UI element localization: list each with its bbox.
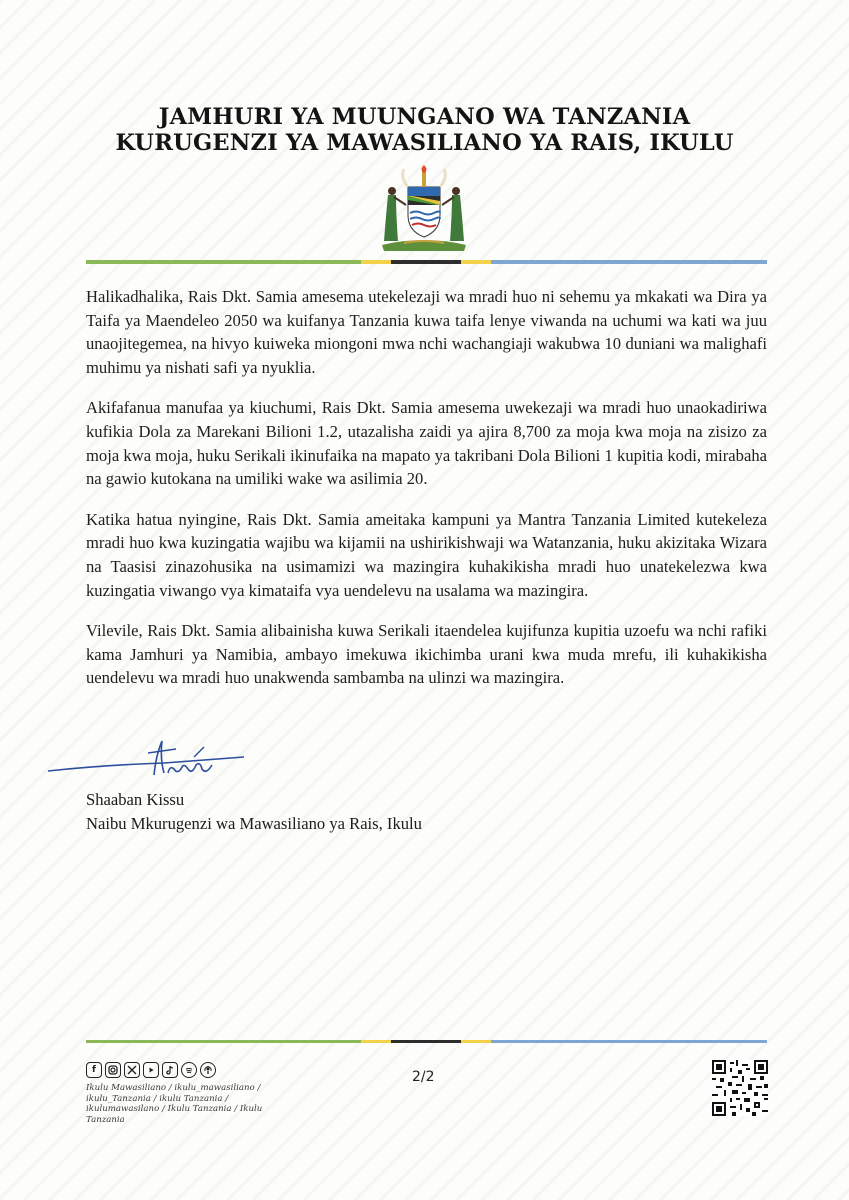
- body-paragraph: Katika hatua nyingine, Rais Dkt. Samia ameitaka kampuni ya Mantra Tanzania Limited kutekeleza mradi huo kwa kuzingatia wajibu wa kijamii na ushirikishwaji wa Watanzania, huku akizitaka Wizara na Taasisi zinazohusika na usimamizi wa mazingira kuhakikisha mradi huo unatekelezwa kwa kuzingatia viwango vya kimataifa vya uendelevu na usalama wa mazingira.: [86, 509, 767, 600]
- handwritten-signature: [44, 735, 264, 790]
- letterhead-line-1: JAMHURI YA MUUNGANO WA TANZANIA: [158, 104, 691, 130]
- qr-code-icon[interactable]: [712, 1060, 768, 1116]
- podcast-icon[interactable]: [200, 1062, 216, 1078]
- tanzania-coat-of-arms-icon: [364, 165, 484, 253]
- letterhead-title: [0, 104, 849, 156]
- signatory-name: Shaaban Kissu: [86, 790, 185, 809]
- footer-divider: [86, 1040, 767, 1043]
- youtube-icon[interactable]: [143, 1062, 159, 1078]
- body-paragraph: Halikadhalika, Rais Dkt. Samia amesema utekelezaji wa mradi huo ni sehemu ya mkakati wa Dira ya Taifa ya Maendeleo 2050 wa kuifanya Tanzania kuwa taifa lenye viwanda na uchumi wa kati wa juu unaojitegemea, na hivyo kuiweka miongoni mwa nchi wachangiaji wakubwa 10 duniani wa malighafi muhimu ya nishati safi ya nyuklia.: [86, 287, 767, 377]
- spotify-icon[interactable]: [181, 1062, 197, 1078]
- body-paragraph: Vilevile, Rais Dkt. Samia alibainisha kuwa Serikali itaendelea kujifunza kupitia uzoefu wa nchi rafiki kama Jamhuri ya Namibia, ambayo imekuwa ikichimba urani kwa muda mrefu, ili kuhakikisha uendelevu wa mradi huo unakwenda sambamba na ulinzi wa mazingira.: [86, 621, 767, 688]
- social-icons: [86, 1062, 216, 1078]
- body-paragraph: Akifafanua manufaa ya kiuchumi, Rais Dkt. Samia amesema uwekezaji wa mradi huo unaokadiriwa kufikia Dola za Marekani Bilioni 1.2, utazalisha zaidi ya ajira 8,700 za moja kwa moja na zisizo za moja kwa moja, huku Serikali ikinufaika na mapato ya takribani Dola Bilioni 1 kupitia kodi, mirabaha na gawio kutokana na umiliki wake wa asilimia 20.: [86, 398, 767, 489]
- letter-body: [86, 285, 767, 707]
- facebook-icon[interactable]: f: [86, 1062, 102, 1078]
- signatory-title: Naibu Mkurugenzi wa Mawasiliano ya Rais, Ikulu: [86, 814, 422, 833]
- header-divider: [86, 260, 767, 264]
- letterhead-line-2: KURUGENZI YA MAWASILIANO YA RAIS, IKULU: [115, 130, 734, 156]
- x-icon[interactable]: [124, 1062, 140, 1078]
- tiktok-icon[interactable]: [162, 1062, 178, 1078]
- social-handles: Ikulu Mawasiliano / ikulu_mawasiliano / ikulu_Tanzania / ikulu Tanzania / ikulumawasilano / Ikulu Tanzania / Ikulu Tanzania: [86, 1083, 263, 1125]
- page-number: 2/2: [412, 1069, 435, 1085]
- instagram-icon[interactable]: [105, 1062, 121, 1078]
